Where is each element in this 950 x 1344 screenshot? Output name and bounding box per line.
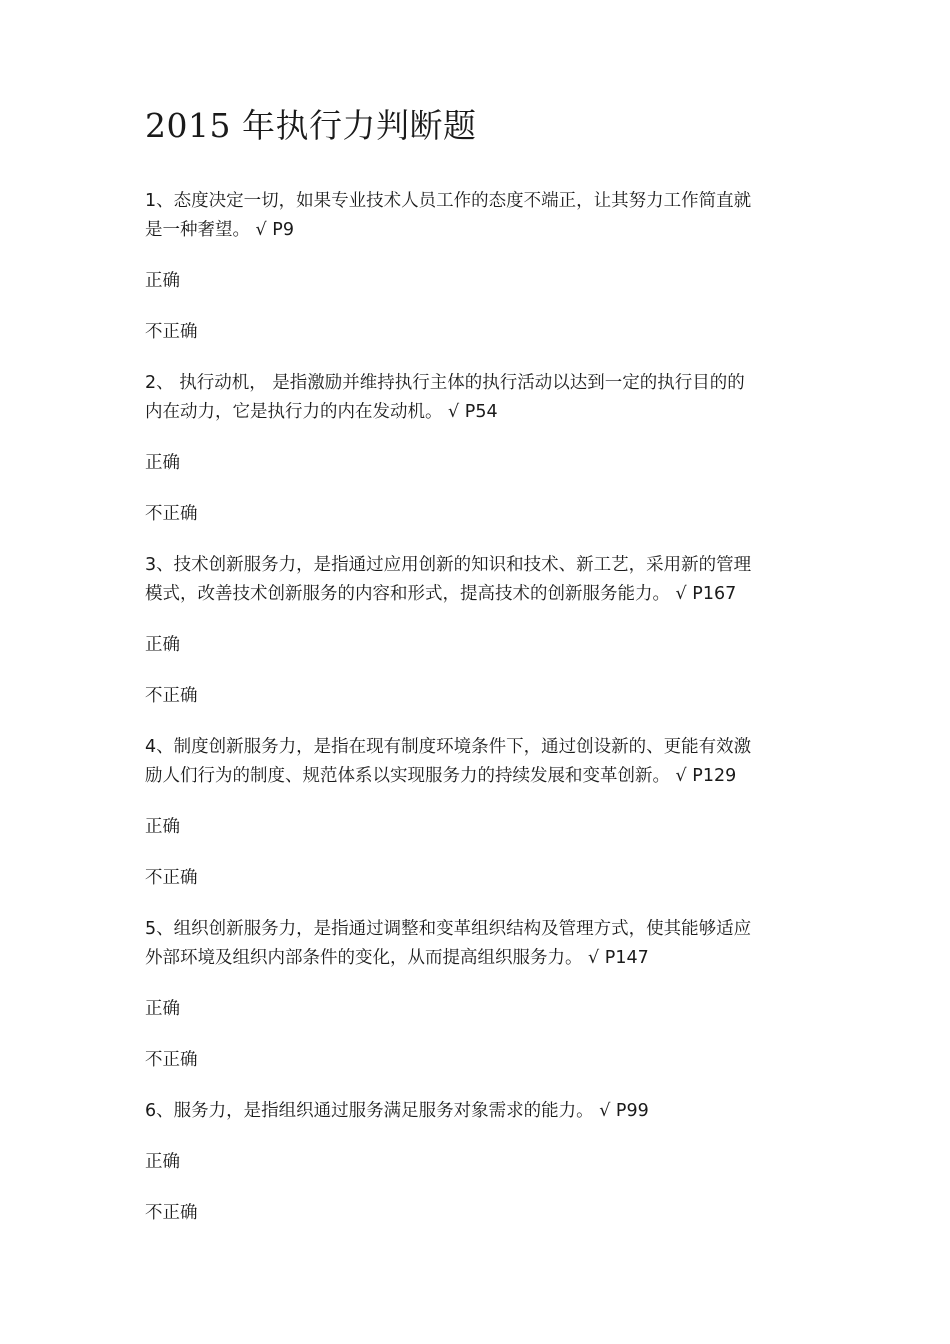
option-correct: 正确	[145, 817, 180, 837]
question-line: 5、组织创新服务力，是指通过调整和变革组织结构及管理方式，使其能够适应	[145, 919, 752, 939]
question-line: 内在动力，它是执行力的内在发动机。 √ P54	[145, 402, 498, 422]
question-4	[145, 733, 815, 791]
question-6	[145, 1097, 815, 1126]
question-line: 1、态度决定一切，如果专业技术人员工作的态度不端正，让其努力工作简直就	[145, 191, 752, 211]
page-title: 2015 年执行力判断题	[145, 106, 477, 145]
question-line: 6、服务力，是指组织通过服务满足服务对象需求的能力。 √ P99	[145, 1101, 649, 1121]
question-line: 外部环境及组织内部条件的变化，从而提高组织服务力。 √ P147	[145, 948, 649, 968]
question-1	[145, 187, 815, 245]
question-line: 是一种奢望。 √ P9	[145, 220, 294, 240]
question-line: 2、 执行动机， 是指激励并维持执行主体的执行活动以达到一定的执行目的的	[145, 373, 745, 393]
option-incorrect: 不正确	[145, 1050, 198, 1070]
question-2	[145, 369, 815, 427]
option-correct: 正确	[145, 453, 180, 473]
option-correct: 正确	[145, 271, 180, 291]
question-5	[145, 915, 815, 973]
option-incorrect: 不正确	[145, 686, 198, 706]
option-correct: 正确	[145, 1152, 180, 1172]
option-incorrect: 不正确	[145, 868, 198, 888]
option-correct: 正确	[145, 635, 180, 655]
question-line: 模式，改善技术创新服务的内容和形式，提高技术的创新服务能力。 √ P167	[145, 584, 737, 604]
option-incorrect: 不正确	[145, 504, 198, 524]
question-line: 4、制度创新服务力，是指在现有制度环境条件下，通过创设新的、更能有效激	[145, 737, 752, 757]
option-correct: 正确	[145, 999, 180, 1019]
option-incorrect: 不正确	[145, 1203, 198, 1223]
question-line: 励人们行为的制度、规范体系以实现服务力的持续发展和变革创新。 √ P129	[145, 766, 737, 786]
question-line: 3、技术创新服务力，是指通过应用创新的知识和技术、新工艺，采用新的管理	[145, 555, 752, 575]
question-3	[145, 551, 815, 609]
option-incorrect: 不正确	[145, 322, 198, 342]
